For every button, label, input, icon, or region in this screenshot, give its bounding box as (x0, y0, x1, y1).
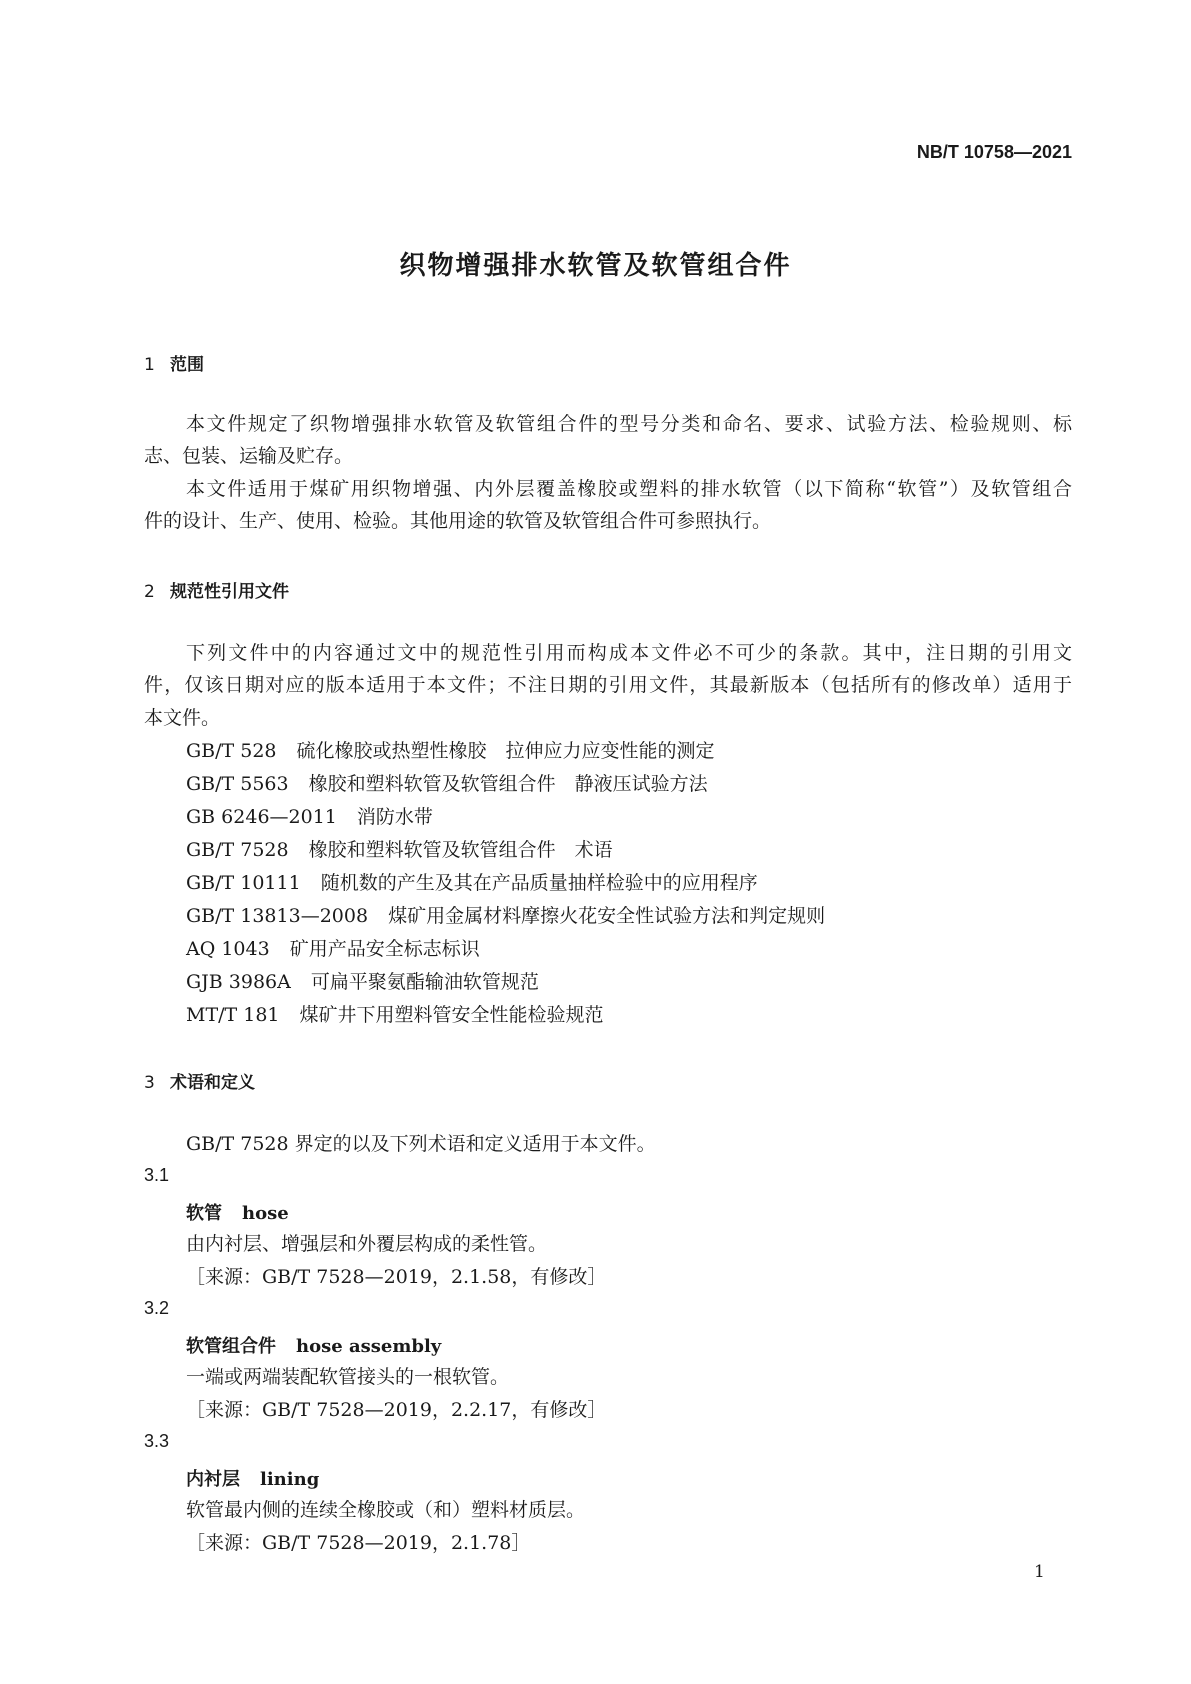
standard-number: NB/T 10758—2021 (916, 142, 1072, 162)
page-number: 1 (1034, 1562, 1045, 1582)
term-zh: 软管 (186, 1203, 222, 1224)
section-intro: GB/T 7528 界定的以及下列术语和定义适用于本文件。 (186, 1133, 656, 1155)
reference-code: MT/T 181 (186, 1004, 280, 1026)
term-source: ［来源：GB/T 7528—2019，2.2.17，有修改］ (186, 1399, 607, 1421)
reference-title: 随机数的产生及其在产品质量抽样检验中的应用程序 (320, 872, 758, 894)
paragraph-line: 下列文件中的内容通过文中的规范性引用而构成本文件必不可少的条款。其中，注日期的引用文 (186, 642, 1072, 664)
reference-code: GB/T 528 (186, 740, 277, 762)
section-title: 术语和定义 (170, 1073, 255, 1093)
reference-title: 消防水带 (356, 806, 433, 828)
paragraph-line: 件的设计、生产、使用、检验。其他用途的软管及软管组合件可参照执行。 (144, 510, 772, 532)
reference-title: 矿用产品安全标志标识 (289, 938, 480, 960)
reference-item (186, 904, 825, 928)
clause-number: 3.2 (144, 1298, 170, 1318)
reference-code: GB/T 13813—2008 (186, 905, 369, 927)
reference-code: AQ 1043 (186, 938, 270, 960)
section-3-heading (144, 1068, 255, 1093)
section-1-heading (144, 350, 204, 375)
paragraph-line: 本文件规定了织物增强排水软管及软管组合件的型号分类和命名、要求、试验方法、检验规则、标 (186, 413, 1072, 435)
reference-title: 煤矿用金属材料摩擦火花安全性试验方法和判定规则 (388, 905, 826, 927)
term-heading (186, 1332, 441, 1358)
reference-item (186, 805, 433, 829)
reference-item (186, 937, 480, 961)
section-number: 2 (144, 582, 155, 602)
reference-title: 硫化橡胶或热塑性橡胶 拉伸应力应变性能的测定 (296, 740, 715, 762)
section-title: 规范性引用文件 (170, 582, 289, 602)
reference-item (186, 739, 715, 763)
term-en: hose assembly (296, 1336, 442, 1357)
reference-code: GB/T 10111 (186, 872, 301, 894)
section-number: 3 (144, 1073, 155, 1093)
term-heading (186, 1465, 319, 1491)
section-number: 1 (144, 355, 155, 375)
term-definition: 软管最内侧的连续全橡胶或（和）塑料材质层。 (186, 1499, 586, 1521)
term-zh: 内衬层 (186, 1469, 240, 1490)
term-definition: 由内衬层、增强层和外覆层构成的柔性管。 (186, 1233, 548, 1255)
reference-item (186, 871, 758, 895)
term-en: hose (242, 1203, 289, 1224)
clause-number: 3.1 (144, 1165, 170, 1185)
reference-code: GJB 3986A (186, 971, 291, 993)
paragraph-line: 本文件适用于煤矿用织物增强、内外层覆盖橡胶或塑料的排水软管（以下简称“软管”）及软管组合 (186, 478, 1072, 500)
reference-code: GB 6246—2011 (186, 806, 337, 828)
paragraph-line: 本文件。 (144, 707, 221, 729)
reference-item (186, 772, 708, 796)
paragraph-line: 件，仅该日期对应的版本适用于本文件；不注日期的引用文件，其最新版本（包括所有的修改单）适用于 (144, 674, 1072, 696)
term-en: lining (260, 1469, 320, 1490)
term-definition: 一端或两端装配软管接头的一根软管。 (186, 1366, 510, 1388)
reference-title: 橡胶和塑料软管及软管组合件 静液压试验方法 (308, 773, 708, 795)
paragraph-line: 志、包装、运输及贮存。 (144, 445, 354, 467)
reference-title: 煤矿井下用塑料管安全性能检验规范 (299, 1004, 604, 1026)
document-title: 织物增强排水软管及软管组合件 (399, 251, 792, 281)
reference-item (186, 838, 613, 862)
reference-code: GB/T 5563 (186, 773, 289, 795)
reference-item (186, 970, 539, 994)
reference-code: GB/T 7528 (186, 839, 289, 861)
term-zh: 软管组合件 (186, 1336, 276, 1357)
reference-title: 可扁平聚氨酯输油软管规范 (310, 971, 539, 993)
reference-item (186, 1003, 604, 1027)
section-2-heading (144, 577, 289, 602)
section-title: 范围 (170, 355, 204, 375)
term-heading (186, 1199, 289, 1225)
term-source: ［来源：GB/T 7528—2019，2.1.78］ (186, 1532, 531, 1554)
term-source: ［来源：GB/T 7528—2019，2.1.58，有修改］ (186, 1266, 607, 1288)
clause-number: 3.3 (144, 1431, 170, 1451)
reference-title: 橡胶和塑料软管及软管组合件 术语 (308, 839, 613, 861)
